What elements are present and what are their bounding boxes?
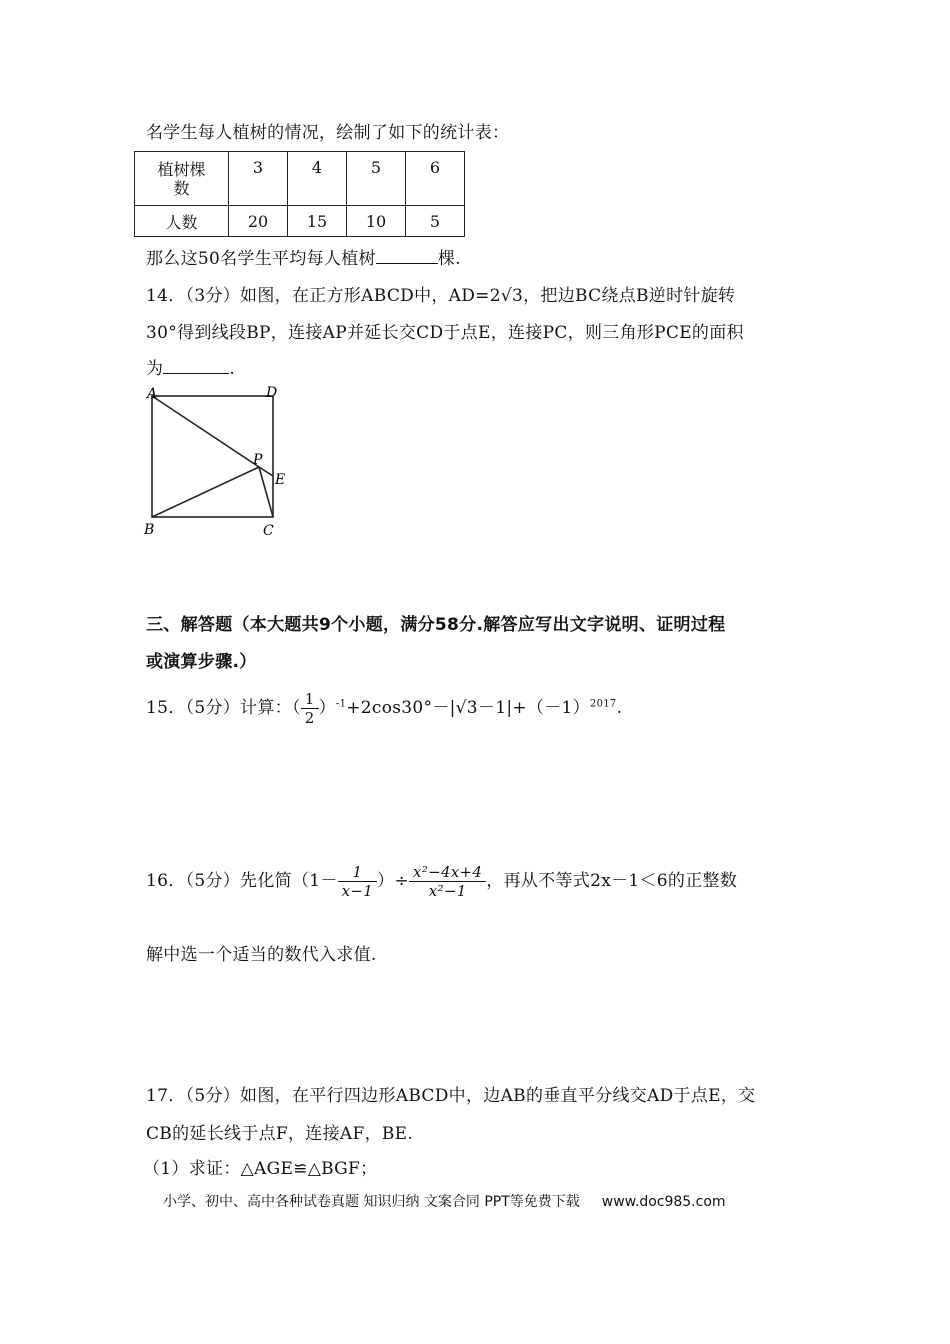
label-c: C [263,523,274,539]
label-e: E [275,472,286,488]
table-cell: 3 [229,152,288,206]
footer [163,1191,726,1211]
label-a: A [147,386,158,402]
table-cell: 10 [347,206,406,237]
q15: 15．（5分）计算：（ $\frac{1}{2}$ ）$^{-1}+2\cos 30^\circ-|√3-1|+(-1)^{2017}$. [146,690,623,727]
q14-line3: 为 . [146,359,236,379]
footer-site-link[interactable]: www.doc985.com [601,1194,726,1210]
fraction-one-half: $\frac{1}{2}$ [301,690,319,727]
fraction-quadratic: $\frac{\text{x²−4x+4}}{\text{x²−1}}$ [409,863,486,900]
square-figure [140,382,310,552]
answer-blank [376,247,438,264]
segment-bp [152,467,259,517]
table-row [135,206,465,237]
sqrt-3: √3 [455,698,478,718]
table-row [135,152,465,206]
table-header-cell: 人数 [135,206,229,237]
label-b: B [144,522,155,538]
q16-line2: 解中选一个适当的数代入求值. [146,945,377,965]
segment-ap [152,396,259,467]
answer-blank [163,357,229,374]
tree-planting-table [134,151,465,237]
q14-line2: 30°得到线段BP，连接AP并延长交CD于点E，连接PC，则三角形PCE的面积 [146,323,744,343]
table-cell: 5 [406,206,465,237]
q13-question: 那么这50名学生平均每人植树 棵. [146,249,461,269]
q14-line1: 14．（3分）如图，在正方形ABCD中，AD=2√3，把边BC绕点B逆时针旋转 [146,286,736,306]
section-heading: 三、解答题（本大题共9个小题，满分58分.解答应写出文字说明、证明过程 [146,615,726,635]
q13-intro: 名学生每人植树的情况，绘制了如下的统计表： [146,123,510,143]
q17-line2: CB的延长线于点F，连接AF，BE. [146,1124,414,1144]
table-cell: 4 [288,152,347,206]
table-cell: 20 [229,206,288,237]
table-cell: 5 [347,152,406,206]
label-d: D [266,385,278,401]
section-heading-cont: 或演算步骤.） [146,652,257,672]
table-cell: 15 [288,206,347,237]
q17-sub1: （1）求证：△AGE≌△BGF； [143,1159,378,1179]
q16-line1: 16．（5分）先化简（1－ $\frac{1}{x-1}$ ）÷ $\frac{\text{x²−4x+4}}{\text{x²−1}}$ ，再从不等式2x－1＜6的正整数 [146,863,738,900]
footer-text: 小学、初中、高中各种试卷真题 知识归纳 文案合同 PPT等免费下载 [163,1194,580,1210]
table-cell: 6 [406,152,465,206]
sqrt-3: √3 [500,286,524,306]
table-header-cell: 植树棵 数 [135,152,229,206]
fraction-1-over-x-minus-1: $\frac{1}{x-1}$ [338,863,377,900]
q17-line1: 17．（5分）如图，在平行四边形ABCD中，边AB的垂直平分线交AD于点E，交 [146,1086,756,1106]
label-p: P [253,452,263,468]
